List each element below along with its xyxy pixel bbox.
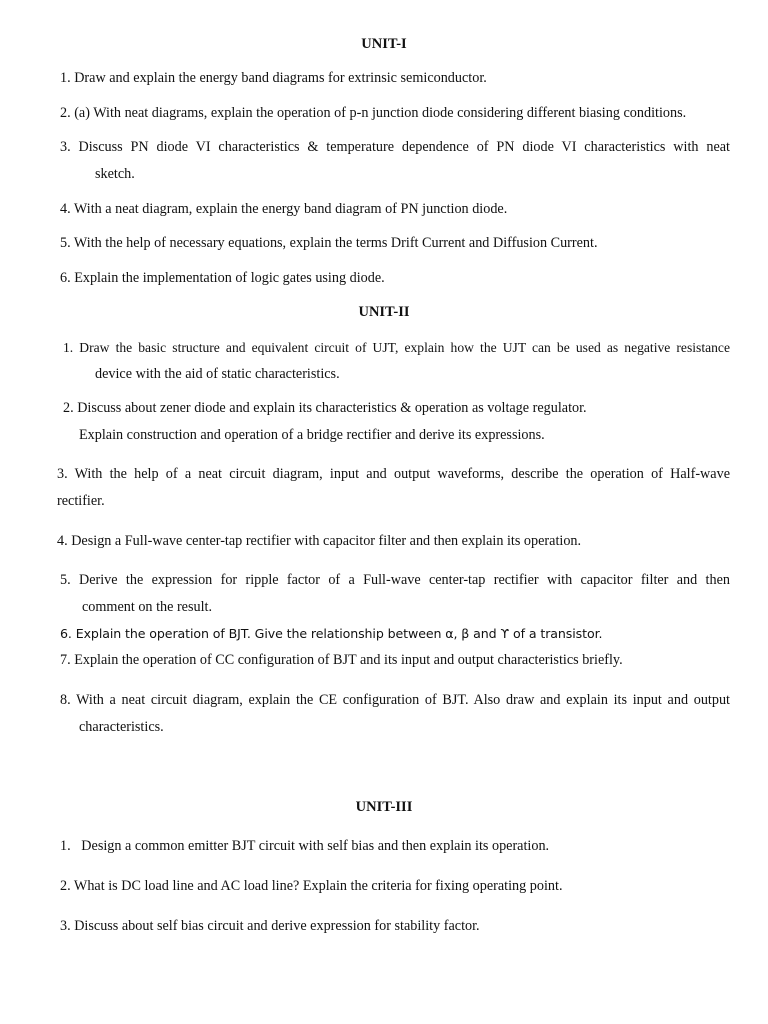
unit-1-question-1: 1. Draw and explain the energy band diagrams for extrinsic semiconductor. [60, 70, 487, 86]
unit-2-question-4: 4. Design a Full-wave center-tap rectifier with capacitor filter and then explain its operation. [57, 533, 582, 549]
unit-2-question-3-cont: rectifier. [57, 493, 105, 509]
unit-2-question-8: 8. With a neat circuit diagram, explain the CE configuration of BJT. Also draw and explain its input and output [60, 692, 730, 708]
unit-1-question-3: 3. Discuss PN diode VI characteristics & temperature dependence of PN diode VI characteristics with neat [60, 139, 730, 155]
unit-2-title: UNIT-II [358, 304, 410, 320]
unit-3-question-1: 1. Design a common emitter BJT circuit with self bias and then explain its operation. [60, 838, 550, 854]
unit-1-question-6: 6. Explain the implementation of logic gates using diode. [60, 270, 385, 286]
unit-2-question-7: 7. Explain the operation of CC configuration of BJT and its input and output characteristics briefly. [60, 652, 623, 668]
unit-2-question-2-extra: Explain construction and operation of a bridge rectifier and derive its expressions. [79, 427, 545, 443]
unit-1-question-3-cont: sketch. [95, 166, 135, 182]
unit-3-question-3: 3. Discuss about self bias circuit and derive expression for stability factor. [60, 918, 480, 934]
unit-2-question-8-cont: characteristics. [79, 719, 164, 735]
unit-3-title: UNIT-III [355, 799, 413, 815]
unit-1-title: UNIT-I [361, 36, 407, 52]
unit-2-question-1-cont: device with the aid of static characteristics. [95, 366, 340, 382]
unit-2-question-5-cont: comment on the result. [82, 599, 213, 615]
unit-2-question-6: 6. Explain the operation of BJT. Give the relationship between α, β and ϒ of a transistor. [60, 626, 603, 641]
unit-1-question-2: 2. (a) With neat diagrams, explain the operation of p-n junction diode considering different biasing conditions. [60, 105, 687, 121]
unit-3-question-2: 2. What is DC load line and AC load line? Explain the criteria for fixing operating point. [60, 878, 563, 894]
unit-1-question-4: 4. With a neat diagram, explain the energy band diagram of PN junction diode. [60, 201, 508, 217]
unit-2-question-5: 5. Derive the expression for ripple factor of a Full-wave center-tap rectifier with capacitor filter and then [60, 572, 730, 588]
unit-2-question-2: 2. Discuss about zener diode and explain its characteristics & operation as voltage regulator. [63, 400, 587, 416]
unit-2-question-1: 1. Draw the basic structure and equivalent circuit of UJT, explain how the UJT can be used as negative resistance [63, 340, 730, 355]
unit-2-question-3: 3. With the help of a neat circuit diagram, input and output waveforms, describe the operation of Half-wave [57, 466, 730, 482]
unit-1-question-5: 5. With the help of necessary equations, explain the terms Drift Current and Diffusion Current. [60, 235, 598, 251]
